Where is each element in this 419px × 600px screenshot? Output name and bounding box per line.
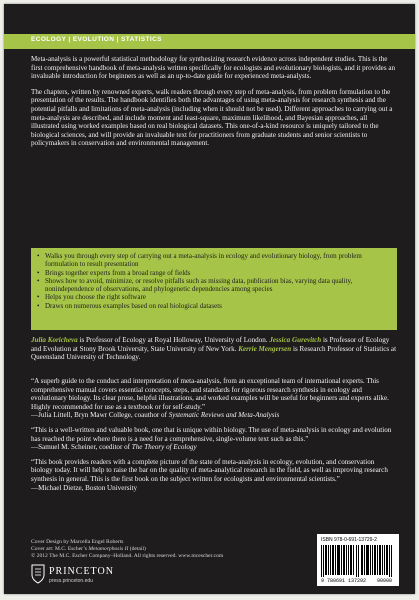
author-bios [31, 336, 397, 362]
isbn-number: ISBN 978-0-691-13729-2 [321, 537, 377, 543]
feature-list [31, 248, 397, 310]
quote-text: “This is a well-written and valuable book, one that is unique within biology. The use of meta-analysis in ecology and evolution has reached the point where there is a need for a comprehensive, single-volume text such as this.” [31, 425, 392, 443]
publisher-name: PRINCETON [49, 566, 114, 577]
intro-paragraph: Meta-analysis is a powerful statistical methodology for synthesizing research evidence across independent studies. This is the first comprehensive handbook of meta-analysis written specifically for ecologists and evolutionary biologists, and it provides an invaluable introduction for beginners as well as an up-to-date guide for experienced meta-analysts. [31, 55, 396, 81]
author-name: Kerrie Mengersen [238, 344, 292, 353]
category-bar [4, 34, 415, 49]
feature-item: • Draws on numerous examples based on real biological datasets [45, 302, 389, 310]
intro-paragraph: The chapters, written by renowned experts, walk readers through every step of meta-analysis, from problem formulation to the presentation of the results. The handbook identifies both the advantages of using meta-analysis for research synthesis and the potential pitfalls and limitations of meta-analysis (including when it should not be used). Different approaches to carrying out a meta-analysis are described, and include moment and least-square, maximum likelihood, and Bayesian approaches, all illustrated using worked examples based on real biological datasets. This one-of-a-kind resource is uniquely tailored to the biological sciences, and will provide an invaluable text for practitioners from graduate students and senior scientists to policymakers in conservation and environmental management. [31, 87, 393, 148]
quote-attribution: —Michael Dietze, Boston University [31, 483, 137, 492]
feature-item: • Helps you choose the right software [45, 293, 389, 301]
endorsement-quote [31, 377, 397, 420]
cover-design-credit: Cover Design by Marcella Engel Roberts [31, 539, 124, 545]
barcode-bars-icon [321, 545, 395, 577]
feature-list-box [31, 248, 397, 330]
author-description: is Research Professor of Statistics at Queensland University of Technology. [31, 344, 397, 362]
feature-item: • Walks you through every step of carrying out a meta-analysis in ecology and evolutionary biology, from problem formulation to result presentation [45, 252, 389, 269]
author-description: is Professor of Ecology at Royal Holloway, University of London. [77, 336, 270, 344]
cover-credits [31, 539, 331, 560]
feature-item: • Shows how to avoid, minimize, or resolve pitfalls such as missing data, publication bias, varying data quality, nonindependence of observations, and phylogenetic dependencies among species [45, 277, 389, 294]
publisher-url: press.princeton.edu [49, 578, 93, 584]
endorsement-quote [31, 458, 397, 492]
cover-art-credit: Cover art: M.C. Escher’s Metamorphosis II (detail) [31, 545, 146, 552]
quote-attribution: —Julia Littell, Bryn Mawr College, coauthor of Systematic Reviews and Meta-Analysis [31, 411, 280, 420]
quote-attribution-title: Systematic Reviews and Meta-Analysis [168, 411, 280, 420]
barcode [317, 534, 399, 586]
category-label: ECOLOGY | EVOLUTION | STATISTICS [31, 36, 162, 43]
book-back-cover [4, 4, 415, 594]
quote-text: “This book provides readers with a complete picture of the state of meta-analysis in ecology, evolution, and conservation biology today. It will help to raise the bar on the quality of meta-analytical research in the field, as well as improving research synthesis in general. This is the first book on the subject written for ecologists and environmental scientists.” [31, 457, 388, 483]
copyright-notice: © 2012 The M.C. Escher Company–Holland. All rights reserved. www.mcescher.com [31, 552, 224, 559]
princeton-shield-icon [31, 564, 45, 584]
feature-item: • Brings together experts from a broad range of fields [45, 269, 389, 277]
ean-number: 9 780691 137292 [321, 578, 367, 584]
endorsement-quote [31, 426, 397, 452]
author-name: Julia Koricheva [31, 336, 78, 344]
author-name: Jessica Gurevitch [269, 336, 322, 344]
intro-text [31, 55, 397, 155]
quote-attribution-title: The Theory of Ecology [131, 443, 197, 452]
endorsements [31, 377, 397, 498]
price-code: 90000 [377, 578, 393, 584]
author-description: is Professor of Ecology and Evolution at Stony Brook University, State University of New York. [31, 336, 390, 353]
quote-attribution: —Samuel M. Scheiner, coeditor of The Theory of Ecology [31, 443, 197, 452]
quote-text: “A superb guide to the conduct and interpretation of meta-analysis, from an exceptional team of international experts. This comprehensive manual covers essential concepts, steps, and standards for rigorous research synthesis in ecology and evolutionary biology. Its clear prose, helpful illustrations, and worked examples will be useful for beginners and experts alike. Highly recommended for use as a textbook or for self-study.” [31, 377, 389, 411]
